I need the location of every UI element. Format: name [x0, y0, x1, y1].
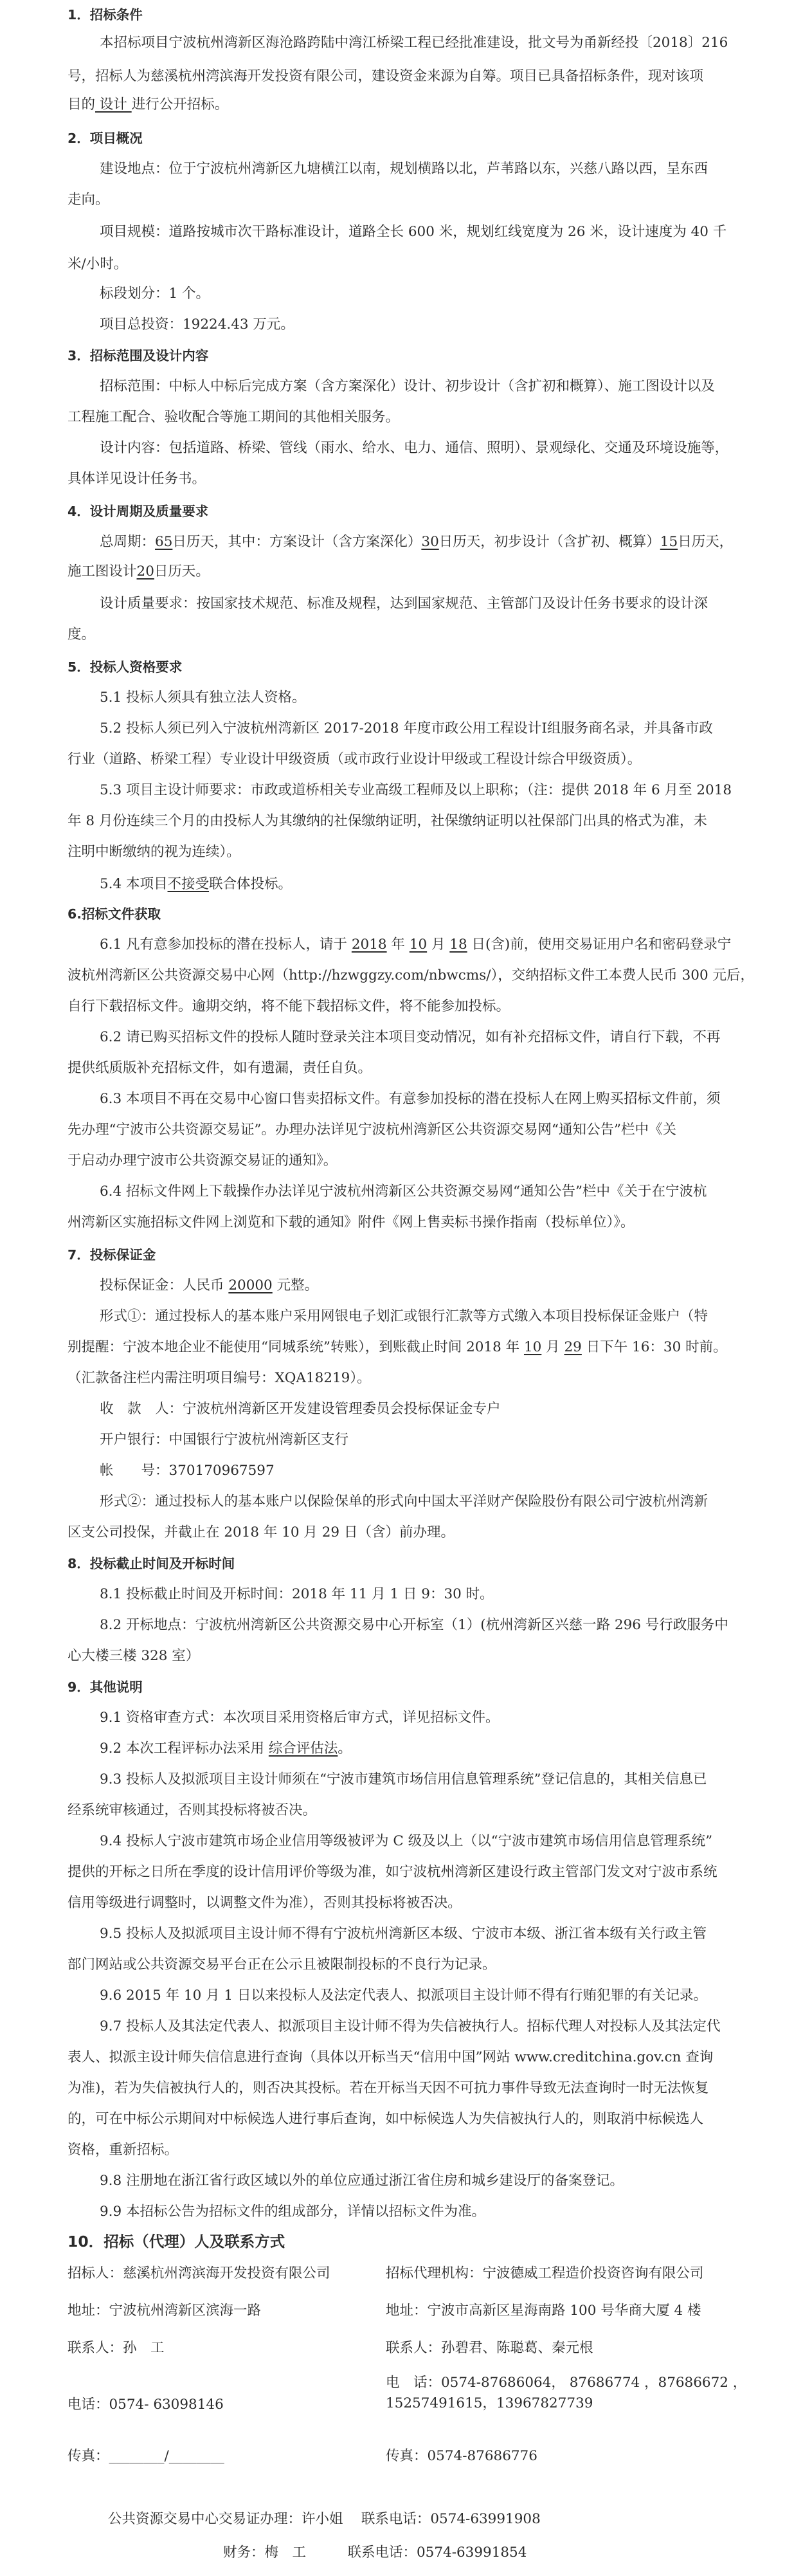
- text-segment: 年 8 月份连续三个月的由投标人为其缴纳的社保缴纳证明，社保缴纳证明以社保部门出具的格式为准，未: [68, 813, 707, 829]
- text-segment: 收 款 人：宁波杭州湾新区开发建设管理委员会投标保证金专户: [100, 1401, 501, 1417]
- underlined-field: 综合评估法: [268, 1740, 338, 1757]
- text-segment: 标段划分：1 个。: [100, 286, 210, 302]
- paragraph-line: [0, 1182, 803, 1201]
- text-segment: 形式②：通过投标人的基本账户以保险保单的形式向中国太平洋财产保险股份有限公司宁波杭州湾新: [100, 1494, 708, 1510]
- text-segment: 设计内容：包括道路、桥梁、管线（雨水、给水、电力、通信、照明）、景观绿化、交通及环境设施等，: [100, 440, 729, 456]
- paragraph-line: [0, 1369, 803, 1388]
- paragraph-line: [0, 1523, 803, 1542]
- text-segment: 日(含)前，使用交易证用户名和密码登录宁: [467, 936, 732, 953]
- text-segment: 3．招标范围及设计内容: [68, 348, 209, 363]
- text-segment: 具体详见设计任务书。: [68, 471, 206, 487]
- paragraph-line: [0, 966, 803, 985]
- underlined-field: 不接受: [167, 876, 210, 892]
- text-segment: 5.3 项目主设计师要求：市政或道桥相关专业高级工程师及以上职称；（注：提供 2018 年 6 月至 2018: [100, 782, 732, 798]
- paragraph-line: [0, 2048, 803, 2067]
- text-segment: 工程施工配合、验收配合等施工期间的其他相关服务。: [68, 409, 400, 425]
- text-segment: 8.2 开标地点：宁波杭州湾新区公共资源交易中心开标室（1）(杭州湾新区兴慈一路 296 号行政服务中: [100, 1617, 728, 1633]
- underlined-field: 20: [136, 563, 154, 580]
- text-segment: 9.4 投标人宁波市建筑市场企业信用等级被评为 C 级及以上（以“宁波市建筑市场信用信息管理系统”: [100, 1833, 713, 1849]
- section-heading: [0, 2232, 803, 2251]
- text-segment: 日历天，其中：方案设计（含方案深化）: [172, 534, 422, 550]
- text-segment: 5.4 本项目: [100, 876, 168, 892]
- underlined-field: 20000: [228, 1277, 273, 1293]
- contact-right-line: 联系人：孙碧君、陈聪葛、秦元根: [386, 2340, 593, 2356]
- paragraph-line: [0, 1400, 803, 1419]
- text-segment: 信用等级进行调整时，以调整文件为准），否则其投标将被否决。: [68, 1895, 462, 1911]
- contact-right-line: 传真：0574-87686776: [386, 2448, 537, 2464]
- text-segment: 6.4 招标文件网上下载操作办法详见宁波杭州湾新区公共资源交易网“通知公告”栏中《关于在宁波杭: [100, 1183, 707, 1200]
- underlined-field: 29: [564, 1339, 582, 1355]
- text-segment: 9.9 本招标公告为招标文件的组成部分，详情以招标文件为准。: [100, 2204, 486, 2220]
- paragraph-line: [0, 1801, 803, 1820]
- paragraph-line: [0, 533, 803, 552]
- text-segment: 走向。: [68, 192, 109, 208]
- paragraph-line: [0, 1832, 803, 1851]
- text-segment: 投标保证金：人民币: [100, 1277, 229, 1293]
- text-segment: 8.1 投标截止时间及开标时间：2018 年 11 月 1 日 9：30 时。: [100, 1586, 494, 1602]
- paragraph-line: [0, 1461, 803, 1481]
- text-segment: 。: [338, 1740, 352, 1757]
- paragraph-line: [0, 1120, 803, 1140]
- section-heading: [0, 502, 803, 521]
- paragraph-line: [0, 1647, 803, 1666]
- paragraph-line: [0, 812, 803, 831]
- paragraph-line: [0, 33, 803, 53]
- contact-right-line: 电 话：0574-87686064， 87686774 ，87686672 ，: [386, 2375, 747, 2391]
- underlined-field: 10: [523, 1339, 542, 1355]
- text-segment: 日历天，: [678, 534, 734, 550]
- text-segment: 6.招标文件获取: [68, 906, 161, 922]
- text-segment: 6.3 本项目不再在交易中心窗口售卖招标文件。有意参加投标的潜在投标人在网上购买招标文件前，须: [100, 1091, 721, 1107]
- text-segment: 区支公司投保，并截止在 2018 年 10 月 29 日（含）前办理。: [68, 1524, 455, 1540]
- contact-left-line: 招标人：慈溪杭州湾滨海开发投资有限公司: [68, 2265, 330, 2281]
- contact-right-line: 招标代理机构：宁波德威工程造价投资咨询有限公司: [386, 2265, 704, 2281]
- text-segment: 的，可在中标公示期间对中标候选人进行事后查询，如中标候选人为失信被执行人的，则取消中标候选人: [68, 2111, 704, 2127]
- text-segment: 米/小时。: [68, 256, 128, 272]
- paragraph-line: [0, 1307, 803, 1326]
- paragraph-line: [0, 1955, 803, 1975]
- text-segment: 波杭州湾新区公共资源交易中心网（http://hzwggzy.com/nbwcms/），交纳招标文件工本费人民币 300 元后，: [68, 967, 754, 983]
- text-segment: 项目总投资：19224.43 万元。: [100, 316, 294, 333]
- text-segment: 10．招标（代理）人及联系方式: [68, 2233, 285, 2251]
- text-segment: 年: [386, 936, 410, 953]
- paragraph-line: [0, 997, 803, 1016]
- text-segment: 7．投标保证金: [68, 1247, 156, 1263]
- text-segment: 月: [427, 936, 450, 953]
- paragraph-line: [0, 408, 803, 427]
- paragraph-line: [0, 284, 803, 304]
- text-segment: 本招标项目宁波杭州湾新区海沧路跨陆中湾江桥梁工程已经批准建设，批文号为甬新经投〔2018〕216: [100, 35, 728, 51]
- text-segment: 部门网站或公共资源交易平台正在公示且被限制投标的不良行为记录。: [68, 1957, 496, 1973]
- text-segment: 提供的开标之日所在季度的设计信用评价等级为准，如宁波杭州湾新区建设行政主管部门发文对宁波市系统: [68, 1864, 717, 1880]
- footer-contact-line: 财务：梅 工 联系电话：0574-63991854: [223, 2544, 527, 2561]
- section-heading: [0, 346, 803, 365]
- text-segment: 资格，重新招标。: [68, 2142, 179, 2158]
- contact-left-line: 联系人：孙 工: [68, 2340, 165, 2356]
- paragraph-line: [0, 1986, 803, 2005]
- paragraph-line: [0, 2202, 803, 2222]
- text-segment: （汇款备注栏内需注明项目编号：XQA18219）。: [68, 1370, 371, 1386]
- text-segment: 8．投标截止时间及开标时间: [68, 1556, 235, 1571]
- text-segment: 度。: [68, 626, 96, 643]
- text-segment: 设计质量要求：按国家技术规范、标准及规程，达到国家规范、主管部门及设计任务书要求的设计深: [100, 596, 708, 612]
- paragraph-line: [0, 2017, 803, 2036]
- text-segment: 施工图设计: [68, 563, 137, 580]
- text-segment: 进行公开招标。: [131, 96, 229, 113]
- paragraph-line: [0, 1708, 803, 1728]
- text-segment: 9.3 投标人及拟派项目主设计师须在“宁波市建筑市场信用信息管理系统”登记信息的，其相关信息已: [100, 1771, 707, 1787]
- text-segment: 号，招标人为慈溪杭州湾滨海开发投资有限公司，建设资金来源为自筹。项目已具备招标条件，现对该项: [68, 68, 704, 84]
- underlined-field: 30: [421, 534, 439, 550]
- underlined-field: 18: [449, 936, 467, 953]
- text-segment: 联合体投标。: [209, 876, 293, 892]
- text-segment: 于启动办理宁波市公共资源交易证的通知》。: [68, 1153, 338, 1169]
- underlined-field: 2018: [351, 936, 387, 953]
- paragraph-line: [0, 1924, 803, 1944]
- contact-left-line: 传真：________/________: [68, 2448, 224, 2464]
- text-segment: 6.2 请已购买招标文件的投标人随时登录关注本项目变动情况，如有补充招标文件，请自行下载，不再: [100, 1029, 721, 1045]
- paragraph-line: [0, 750, 803, 769]
- paragraph-line: [0, 1863, 803, 1882]
- text-segment: 经系统审核通过，否则其投标将被否决。: [68, 1802, 317, 1818]
- text-segment: 日下午 16：30 时前。: [581, 1339, 727, 1355]
- contact-right-line: 15257491615，13967827739: [386, 2395, 593, 2411]
- text-segment: 目的: [68, 96, 96, 113]
- paragraph-line: [0, 1213, 803, 1232]
- text-segment: 日历天，初步设计（含扩初、概算）: [438, 534, 660, 550]
- paragraph-line: [0, 1430, 803, 1450]
- text-segment: 建设地点：位于宁波杭州湾新区九塘横江以南，规划横路以北，芦苇路以东，兴慈八路以西，呈东西: [100, 161, 708, 177]
- paragraph-line: [0, 688, 803, 708]
- paragraph-line: [0, 1090, 803, 1109]
- paragraph-line: [0, 315, 803, 334]
- paragraph-line: [0, 470, 803, 489]
- text-segment: 形式①：通过投标人的基本账户采用网银电子划汇或银行汇款等方式缴入本项目投标保证金账户（特: [100, 1308, 708, 1324]
- contact-left-line: 电话：0574- 63098146: [68, 2397, 224, 2413]
- text-segment: 9.1 资格审查方式：本次项目采用资格后审方式，详见招标文件。: [100, 1710, 500, 1726]
- text-segment: 别提醒：宁波本地企业不能使用“同城系统”转账），到账截止时间 2018 年: [68, 1339, 524, 1355]
- text-segment: 州湾新区实施招标文件网上浏览和下载的通知》附件《网上售卖标书操作指南（投标单位）》。: [68, 1214, 635, 1230]
- paragraph-line: [0, 2141, 803, 2160]
- underlined-field: 65: [155, 534, 173, 550]
- paragraph-line: [0, 935, 803, 955]
- text-segment: 行业（道路、桥梁工程）专业设计甲级资质（或市政行业设计甲级或工程设计综合甲级资质）。: [68, 751, 642, 767]
- section-heading: [0, 1245, 803, 1265]
- text-segment: 提供纸质版补充招标文件，如有遗漏，责任自负。: [68, 1060, 372, 1076]
- text-segment: 9.2 本次工程评标办法采用: [100, 1740, 269, 1757]
- underlined-field: 设计: [95, 96, 132, 113]
- text-segment: 2．项目概况: [68, 131, 143, 146]
- contact-left-line: 地址：宁波杭州湾新区滨海一路: [68, 2303, 262, 2319]
- text-segment: 9.5 投标人及拟派项目主设计师不得有宁波杭州湾新区本级、宁波市本级、浙江省本级有关行政主管: [100, 1926, 707, 1942]
- underlined-field: 10: [409, 936, 428, 953]
- text-segment: 帐 号：370170967597: [100, 1463, 275, 1479]
- contact-right-line: 地址：宁波市高新区星海南路 100 号华商大厦 4 楼: [386, 2303, 701, 2319]
- paragraph-line: [0, 95, 803, 114]
- text-segment: 表人、拟派主设计师失信信息进行查询（具体以开标当天“信用中国”网站 www.creditchina.gov.cn 查询: [68, 2049, 714, 2065]
- paragraph-line: [0, 1028, 803, 1047]
- text-segment: 招标范围：中标人中标后完成方案（含方案深化）设计、初步设计（含扩初和概算）、施工图设计以及: [100, 378, 715, 394]
- text-segment: 5．投标人资格要求: [68, 659, 183, 675]
- paragraph-line: [0, 1151, 803, 1171]
- paragraph-line: [0, 719, 803, 738]
- paragraph-line: [0, 1059, 803, 1078]
- paragraph-line: [0, 875, 803, 894]
- text-segment: 项目规模：道路按城市次干路标准设计，道路全长 600 米，规划红线宽度为 26 米，设计速度为 40 千: [100, 224, 727, 240]
- footer-contact-line: 公共资源交易中心交易证办理：许小姐 联系电话：0574-63991908: [108, 2511, 541, 2527]
- text-segment: 自行下载招标文件。逾期交纳，将不能下载招标文件，将不能参加投标。: [68, 998, 510, 1014]
- paragraph-line: [0, 160, 803, 179]
- section-heading: [0, 904, 803, 924]
- text-segment: 开户银行：中国银行宁波杭州湾新区支行: [100, 1432, 349, 1448]
- paragraph-line: [0, 1894, 803, 1913]
- text-segment: 总周期：: [100, 534, 156, 550]
- paragraph-line: [0, 1739, 803, 1758]
- paragraph-line: [0, 255, 803, 274]
- text-segment: 5.2 投标人须已列入宁波杭州湾新区 2017-2018 年度市政公用工程设计Ⅰ组服务商名录，并具备市政: [100, 720, 713, 736]
- paragraph-line: [0, 223, 803, 242]
- paragraph-line: [0, 843, 803, 862]
- paragraph-line: [0, 377, 803, 396]
- text-segment: 先办理“宁波市公共资源交易证”。办理办法详见宁波杭州湾新区公共资源交易网“通知公告”栏中《关: [68, 1122, 676, 1138]
- paragraph-line: [0, 594, 803, 614]
- section-heading: [0, 1554, 803, 1573]
- text-segment: 9.8 注册地在浙江省行政区域以外的单位应通过浙江省住房和城乡建设厅的备案登记。: [100, 2173, 624, 2189]
- paragraph-line: [0, 562, 803, 581]
- paragraph-line: [0, 625, 803, 644]
- paragraph-line: [0, 1770, 803, 1789]
- paragraph-line: [0, 2079, 803, 2098]
- text-segment: 9.6 2015 年 10 月 1 日以来投标人及法定代表人、拟派项目主设计师不得有行贿犯罪的有关记录。: [100, 1987, 707, 2004]
- paragraph-line: [0, 2110, 803, 2129]
- text-segment: 1．招标条件: [68, 7, 143, 23]
- paragraph-line: [0, 1616, 803, 1635]
- text-segment: 日历天。: [154, 563, 210, 580]
- text-segment: 注明中断缴纳的视为连续）。: [68, 844, 240, 860]
- section-heading: [0, 5, 803, 24]
- section-heading: [0, 1677, 803, 1697]
- text-segment: 6.1 凡有意参加投标的潜在投标人，请于: [100, 936, 352, 953]
- text-segment: 心大楼三楼 328 室）: [68, 1648, 200, 1664]
- paragraph-line: [0, 190, 803, 210]
- text-segment: 9.7 投标人及其法定代表人、拟派项目主设计师不得为失信被执行人。招标代理人对投标人及其法定代: [100, 2018, 721, 2034]
- text-segment: 月: [541, 1339, 564, 1355]
- paragraph-line: [0, 1492, 803, 1512]
- paragraph-line: [0, 1276, 803, 1295]
- paragraph-line: [0, 1338, 803, 1357]
- section-heading: [0, 657, 803, 677]
- text-segment: 为准)，若为失信被执行人的，则否决其投标。若在开标当天因不可抗力事件导致无法查询时一时无法恢复: [68, 2080, 709, 2096]
- section-heading: [0, 129, 803, 148]
- underlined-field: 15: [660, 534, 678, 550]
- paragraph-line: [0, 2171, 803, 2191]
- paragraph-line: [0, 781, 803, 800]
- text-segment: 元整。: [272, 1277, 319, 1293]
- text-segment: 5.1 投标人须具有独立法人资格。: [100, 690, 306, 706]
- text-segment: 4．设计周期及质量要求: [68, 504, 209, 519]
- paragraph-line: [0, 1585, 803, 1604]
- text-segment: 9．其他说明: [68, 1679, 143, 1695]
- paragraph-line: [0, 439, 803, 458]
- paragraph-line: [0, 67, 803, 86]
